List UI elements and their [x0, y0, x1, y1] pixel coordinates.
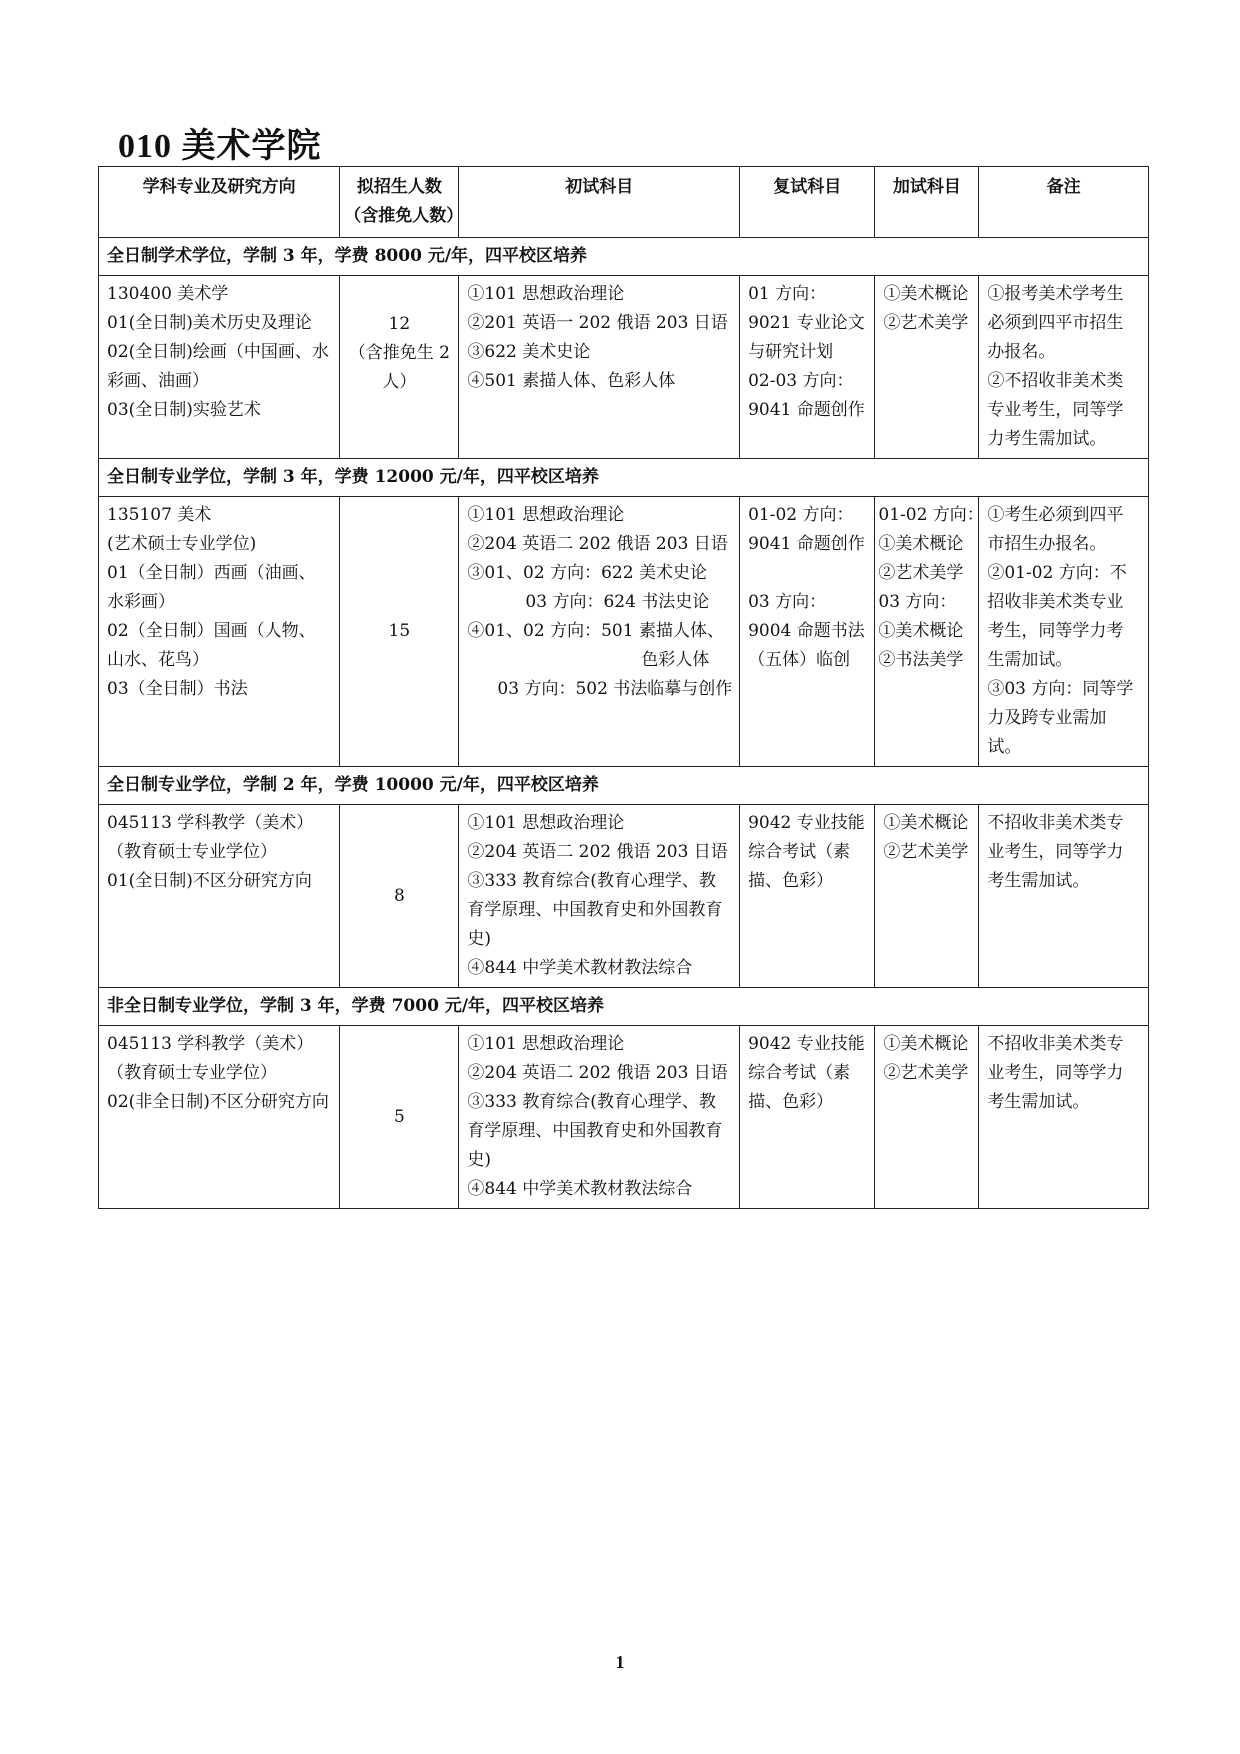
notes-cell: ①考生必须到四平市招生办报名。 ②01-02 方向：不招收非美术类专业考生，同等学力考生需加试。 ③03 方向：同等学力及跨专业需加试。	[979, 497, 1149, 767]
notes-cell: 不招收非美术类专业考生，同等学力考生需加试。	[979, 805, 1149, 988]
exams-cell: ①101 思想政治理论 ②201 英语一 202 俄语 203 日语 ③622 美术史论 ④501 素描人体、色彩人体	[459, 276, 740, 459]
section-heading: 非全日制专业学位，学制 3 年，学费 7000 元/年，四平校区培养	[99, 988, 1149, 1026]
table-header-row	[99, 167, 1149, 238]
extra-cell: ①美术概论 ②艺术美学	[875, 276, 979, 459]
header-extra: 加试科目	[875, 167, 979, 238]
header-major: 学科专业及研究方向	[99, 167, 340, 238]
retest-cell: 9042 专业技能综合考试（素描、色彩）	[740, 1026, 875, 1209]
count-cell: 12 （含推免生 2 人）	[340, 276, 459, 459]
header-retest: 复试科目	[740, 167, 875, 238]
count-cell: 15	[340, 497, 459, 767]
section-heading-row	[99, 767, 1149, 805]
count-cell: 5	[340, 1026, 459, 1209]
major-cell: 045113 学科教学（美术） （教育硕士专业学位） 02(非全日制)不区分研究方向	[99, 1026, 340, 1209]
major-cell: 045113 学科教学（美术） （教育硕士专业学位） 01(全日制)不区分研究方向	[99, 805, 340, 988]
table-row	[99, 1026, 1149, 1209]
retest-cell: 01-02 方向：9041 命题创作 03 方向：9004 命题书法（五体）临创	[740, 497, 875, 767]
exams-cell: ①101 思想政治理论 ②204 英语二 202 俄语 203 日语 ③01、02 方向：622 美术史论 03 方向：624 书法史论 ④01、02 方向：501 素描人体、 色彩人体 03 方向：502 书法临摹与创作	[459, 497, 740, 767]
extra-cell: ①美术概论 ②艺术美学	[875, 1026, 979, 1209]
table-row	[99, 276, 1149, 459]
admissions-table	[98, 166, 1149, 1209]
header-count: 拟招生人数 （含推免人数）	[340, 167, 459, 238]
retest-cell: 9042 专业技能综合考试（素描、色彩）	[740, 805, 875, 988]
table-row	[99, 805, 1149, 988]
section-heading-row	[99, 238, 1149, 276]
retest-cell: 01 方向：9021 专业论文与研究计划 02-03 方向：9041 命题创作	[740, 276, 875, 459]
extra-cell: ①美术概论 ②艺术美学	[875, 805, 979, 988]
page-title: 010 美术学院	[118, 128, 322, 165]
major-cell: 135107 美术 (艺术硕士专业学位) 01（全日制）西画（油画、水彩画） 02（全日制）国画（人物、山水、花鸟） 03（全日制）书法	[99, 497, 340, 767]
section-heading-row	[99, 988, 1149, 1026]
count-cell: 8	[340, 805, 459, 988]
header-notes: 备注	[979, 167, 1149, 238]
exams-cell: ①101 思想政治理论 ②204 英语二 202 俄语 203 日语 ③333 教育综合(教育心理学、教育学原理、中国教育史和外国教育史) ④844 中学美术教材教法综合	[459, 805, 740, 988]
major-cell: 130400 美术学 01(全日制)美术历史及理论 02(全日制)绘画（中国画、水彩画、油画） 03(全日制)实验艺术	[99, 276, 340, 459]
header-exams: 初试科目	[459, 167, 740, 238]
exams-cell: ①101 思想政治理论 ②204 英语二 202 俄语 203 日语 ③333 教育综合(教育心理学、教育学原理、中国教育史和外国教育史) ④844 中学美术教材教法综合	[459, 1026, 740, 1209]
notes-cell: ①报考美术学考生必须到四平市招生办报名。 ②不招收非美术类专业考生，同等学力考生需加试。	[979, 276, 1149, 459]
section-heading: 全日制专业学位，学制 2 年，学费 10000 元/年，四平校区培养	[99, 767, 1149, 805]
notes-cell: 不招收非美术类专业考生，同等学力考生需加试。	[979, 1026, 1149, 1209]
page-number: 1	[615, 1652, 625, 1672]
section-heading-row	[99, 459, 1149, 497]
section-heading: 全日制专业学位，学制 3 年，学费 12000 元/年，四平校区培养	[99, 459, 1149, 497]
extra-cell: 01-02 方向： ①美术概论 ②艺术美学 03 方向： ①美术概论 ②书法美学	[875, 497, 979, 767]
table-row	[99, 497, 1149, 767]
section-heading: 全日制学术学位，学制 3 年，学费 8000 元/年，四平校区培养	[99, 238, 1149, 276]
